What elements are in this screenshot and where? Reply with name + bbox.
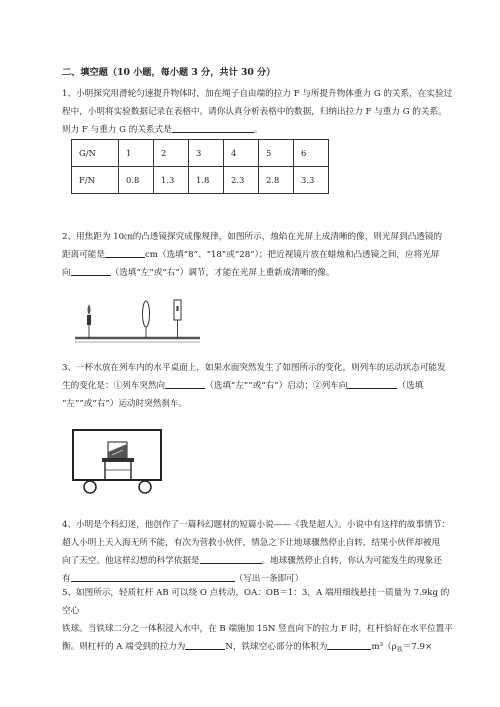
q5-line-3-text-d: ＝7.9× (402, 642, 433, 652)
answer-blank[interactable] (347, 377, 397, 389)
q4-line-1: 4、小明是个科幻迷，他创作了一篇科幻题材的短篇小说——《我是超人》。小说中有这样的故事情节： (62, 520, 450, 530)
answer-blank[interactable] (105, 246, 145, 258)
q5-line-2: 铁球。当铁球二分之一体积浸入水中，在 B 端施加 15N 竖直向下的拉力 F 时，杠杆恰好在水平位置平 (62, 624, 453, 634)
train-cup-figure (68, 424, 168, 496)
q4-line-4-text: 有 (62, 574, 71, 584)
q5-line-1: 5、如图所示，轻质杠杆 AB 可以绕 O 点转动，OA：OB＝1：3，A 端用细线悬挂一质量为 7.9kg 的空心 (62, 588, 450, 616)
q2-line-2 (62, 246, 457, 264)
data-table (71, 139, 329, 194)
answer-blank[interactable] (185, 638, 225, 650)
table-cell: 3.3 (294, 167, 329, 194)
table-cell: 1.8 (189, 167, 224, 194)
q4-line-2: 超人小明上天入海无所不能，有次为营救小伙伴，情急之下让地球骤然停止自转，结果小伙伴却被甩 (62, 538, 441, 548)
answer-blank[interactable] (327, 638, 371, 650)
screen-icon (174, 300, 181, 338)
table-row-g (72, 140, 329, 167)
candle-icon (87, 304, 91, 338)
wheel-icon (139, 481, 151, 493)
optical-bench-figure (70, 294, 205, 348)
q2-line-2-text: 距离可能是 (62, 250, 105, 260)
table-cell: 2 (154, 140, 189, 167)
water-cup-icon (108, 442, 127, 458)
q3-line-2-text-b: （选填“左””或“右”）启动；②列车向 (205, 381, 348, 391)
q1-line-1: 1、小明探究用滑轮匀速提升物体时，加在绳子自由端的拉力 F 与所提升物体重力 G 的关系，在实验过 (62, 89, 453, 99)
answer-blank[interactable] (165, 377, 205, 389)
q5-line-3-text: 衡。则杠杆的 A 端受到的拉力为 (62, 642, 186, 652)
q3-line-2-text-c: （选填 (397, 381, 424, 391)
answer-blank[interactable] (71, 570, 235, 582)
q5-line-3-text-b: N，铁球空心部分的体积为 (225, 642, 328, 652)
q1-line-3-text: 则力 F 与重力 G 的关系式是 (62, 125, 172, 135)
table-header-g: G/N (72, 140, 119, 167)
q1-line-3-end: 。 (253, 125, 263, 135)
table-cell: 1 (119, 140, 154, 167)
q4-line-3 (62, 552, 457, 570)
table-row-f (72, 167, 329, 194)
table-cell: 4 (224, 140, 259, 167)
q2-line-2-text-b: cm（选填“8”、“18”或“28”）；把近视镜片放在蜡烛和凸透镜之间，应将光屏 (144, 250, 440, 260)
q2-line-3-text: 向 (62, 268, 71, 278)
question-3 (62, 359, 457, 413)
q5-line-3-text-c: m³（ρ (371, 642, 397, 652)
question-2 (62, 228, 457, 282)
table-cell: 6 (294, 140, 329, 167)
table-cell: 3 (189, 140, 224, 167)
q2-line-3-text-b: （选填“左”或“右”）调节，才能在光屏上重新成清晰的像。 (110, 268, 335, 278)
table-cell: 2.8 (259, 167, 294, 194)
answer-blank[interactable] (172, 121, 254, 133)
wheel-icon (84, 481, 96, 493)
q2-line-1: 2、用焦距为 10㎝的凸透镜探究成像规律，如图所示，烛焰在光屏上成清晰的像，则光屏到凸透镜的 (62, 232, 443, 242)
q1-line-2: 程中，小明将实验数据记录在表格中。请你认真分析表格中的数据，归纳出拉力 F 与重力 G 的关系。 (62, 107, 447, 117)
table-cell: 1.3 (154, 167, 189, 194)
q1-line-3 (62, 121, 457, 139)
q4-line-3-text: 向了天空。他这样幻想的科学依据是 (62, 556, 200, 566)
q2-line-3 (62, 264, 457, 282)
q4-line-3-text-b: 。地球骤然停止自转，你认为可能发生的现象还 (261, 556, 442, 566)
question-4 (62, 516, 457, 588)
q5-line-3 (62, 638, 457, 660)
convex-lens-icon (143, 301, 150, 338)
answer-blank[interactable] (200, 552, 262, 564)
q3-line-1: 3、一杯水放在列车内的水平桌面上，如果水面突然发生了如图所示的变化，则列车的运动状态可能发 (62, 363, 446, 373)
q3-line-2 (62, 377, 457, 395)
q5-density-subscript: 铁 (396, 646, 403, 654)
q3-line-3: “左””或“右”）运动时突然刹车。 (62, 399, 188, 409)
table-header-f: F/N (72, 167, 119, 194)
table-cell: 5 (259, 140, 294, 167)
table-cell: 0.8 (119, 167, 154, 194)
q3-line-2-text: 生的变化是：①列车突然向 (62, 381, 166, 391)
table-icon (102, 458, 134, 479)
section-title: 二、填空题（10 小题，每小题 3 分，共计 30 分） (62, 67, 276, 78)
q4-line-4-text-b: （写出一条即可） (234, 574, 304, 584)
table-cell: 2.3 (224, 167, 259, 194)
question-1 (62, 85, 457, 139)
answer-blank[interactable] (71, 264, 111, 276)
question-5 (62, 584, 457, 660)
